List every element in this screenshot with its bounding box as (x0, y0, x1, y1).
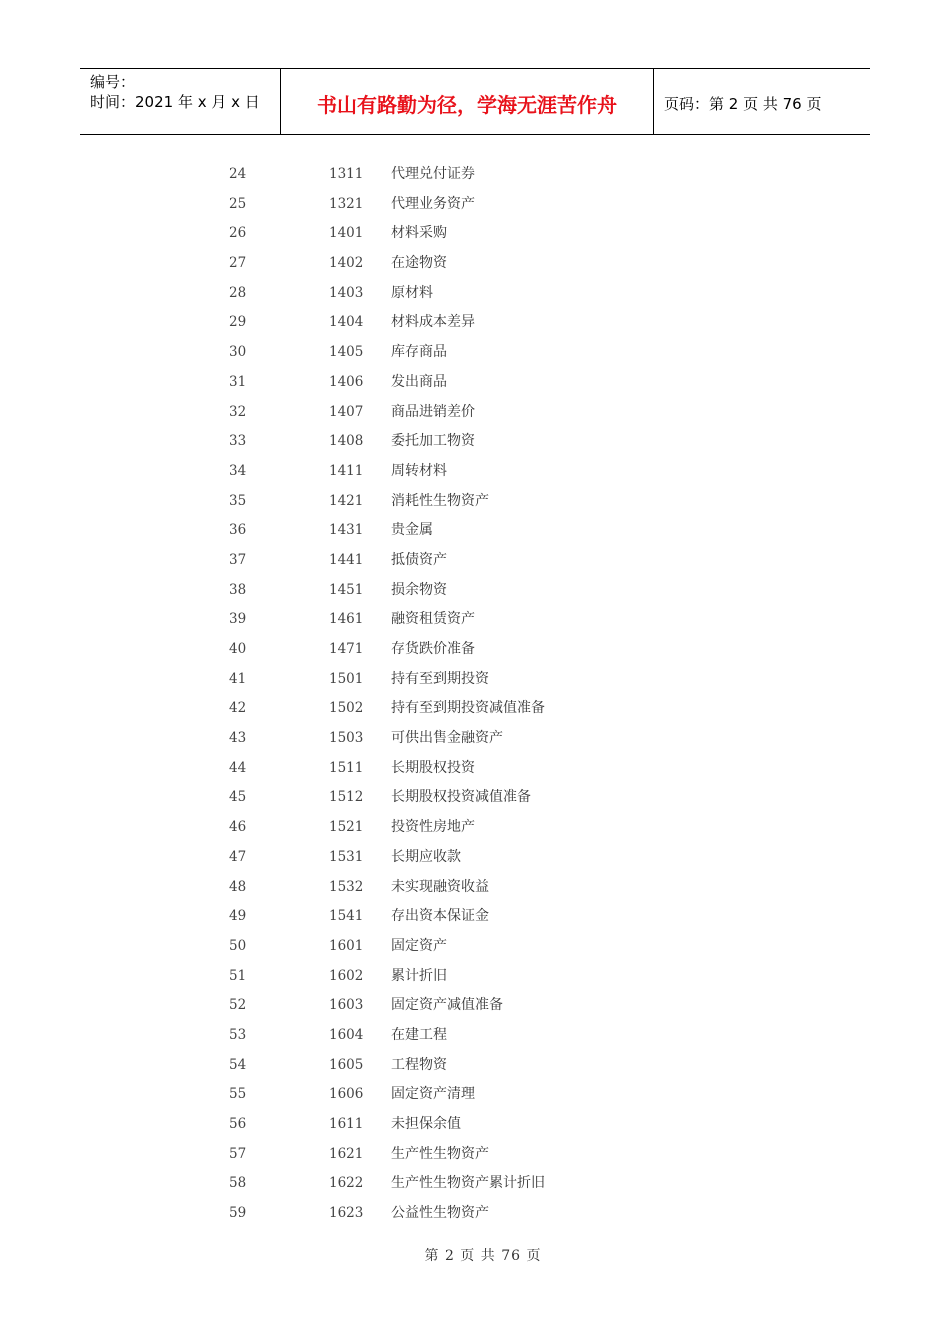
table-row (0, 783, 950, 813)
table-row (0, 1140, 950, 1170)
account-code: 1401 (329, 225, 364, 242)
account-name: 在途物资 (391, 255, 447, 272)
row-index: 46 (229, 819, 247, 836)
account-code: 1421 (329, 492, 364, 509)
row-index: 45 (229, 789, 247, 806)
account-name: 在建工程 (391, 1026, 447, 1043)
account-name: 固定资产 (391, 937, 447, 954)
row-index: 58 (229, 1175, 247, 1192)
table-row (0, 190, 950, 220)
row-index: 26 (229, 225, 247, 242)
account-code: 1441 (329, 551, 364, 568)
row-index: 44 (229, 759, 247, 776)
table-row (0, 694, 950, 724)
row-index: 28 (229, 284, 247, 301)
table-row (0, 427, 950, 457)
row-index: 37 (229, 551, 247, 568)
account-code: 1461 (329, 611, 364, 628)
row-index: 27 (229, 255, 247, 272)
account-code: 1403 (329, 284, 364, 301)
account-name: 持有至到期投资减值准备 (391, 700, 545, 717)
row-index: 54 (229, 1056, 247, 1073)
row-index: 47 (229, 848, 247, 865)
account-code: 1521 (329, 819, 364, 836)
table-row (0, 991, 950, 1021)
account-code: 1411 (329, 462, 364, 479)
table-row (0, 249, 950, 279)
row-index: 39 (229, 611, 247, 628)
row-index: 34 (229, 462, 247, 479)
row-index: 30 (229, 344, 247, 361)
account-name: 可供出售金融资产 (391, 730, 503, 747)
account-name: 长期股权投资 (391, 759, 475, 776)
header-meta (80, 69, 281, 134)
account-name: 融资租赁资产 (391, 611, 475, 628)
account-code: 1408 (329, 433, 364, 450)
table-row (0, 843, 950, 873)
row-index: 55 (229, 1086, 247, 1103)
header-motto: 书山有路勤为径，学海无涯苦作舟 (281, 69, 654, 134)
account-code: 1532 (329, 878, 364, 895)
table-row (0, 1199, 950, 1229)
account-name: 累计折旧 (391, 967, 447, 984)
account-name: 商品进销差价 (391, 403, 475, 420)
account-code: 1511 (329, 759, 364, 776)
account-code: 1406 (329, 373, 364, 390)
account-code: 1623 (329, 1205, 364, 1222)
account-code: 1531 (329, 848, 364, 865)
table-row (0, 665, 950, 695)
table-row (0, 576, 950, 606)
table-row (0, 962, 950, 992)
table-row (0, 338, 950, 368)
account-code: 1471 (329, 641, 364, 657)
account-code: 1404 (329, 314, 364, 331)
account-name: 未担保余值 (391, 1116, 461, 1132)
account-code: 1311 (329, 166, 364, 182)
account-name: 工程物资 (391, 1056, 447, 1073)
row-index: 43 (229, 730, 247, 747)
serial-label: 编号： (90, 73, 136, 91)
table-row (0, 635, 950, 665)
table-row (0, 1080, 950, 1110)
account-code: 1606 (329, 1086, 364, 1103)
account-name: 库存商品 (391, 344, 447, 361)
table-row (0, 932, 950, 962)
row-index: 29 (229, 314, 247, 331)
account-code: 1501 (329, 670, 364, 687)
account-name: 公益性生物资产 (391, 1205, 489, 1222)
page-footer: 第 2 页 共 76 页 (424, 1248, 542, 1264)
row-index: 33 (229, 433, 247, 450)
account-name: 抵债资产 (391, 551, 447, 568)
account-name: 代理兑付证券 (391, 166, 475, 182)
account-code: 1405 (329, 344, 364, 361)
header-page-info: 页码：第 2 页 共 76 页 (664, 95, 822, 113)
account-name: 材料采购 (391, 225, 447, 242)
row-index: 24 (229, 166, 247, 182)
account-name: 贵金属 (391, 522, 433, 539)
table-row (0, 605, 950, 635)
table-row (0, 1021, 950, 1051)
account-code: 1605 (329, 1056, 364, 1073)
account-name: 长期股权投资减值准备 (391, 789, 531, 806)
account-name: 存货跌价准备 (391, 641, 475, 657)
account-name: 生产性生物资产 (391, 1145, 489, 1162)
account-code: 1622 (329, 1175, 364, 1192)
account-name: 代理业务资产 (391, 195, 475, 212)
row-index: 35 (229, 492, 247, 509)
table-row (0, 754, 950, 784)
table-row (0, 516, 950, 546)
row-index: 57 (229, 1145, 247, 1162)
account-code: 1431 (329, 522, 364, 539)
account-name: 原材料 (391, 284, 433, 301)
account-list (0, 160, 950, 1229)
row-index: 48 (229, 878, 247, 895)
table-row (0, 873, 950, 903)
row-index: 53 (229, 1026, 247, 1043)
table-row (0, 368, 950, 398)
account-name: 持有至到期投资 (391, 670, 489, 687)
account-name: 固定资产清理 (391, 1086, 475, 1103)
account-name: 发出商品 (391, 373, 447, 390)
time-label: 时间：2021 年 x 月 x 日 (90, 93, 260, 111)
row-index: 50 (229, 937, 247, 954)
row-index: 42 (229, 700, 247, 717)
table-row (0, 1169, 950, 1199)
account-name: 长期应收款 (391, 848, 461, 865)
row-index: 56 (229, 1116, 247, 1132)
account-name: 投资性房地产 (391, 819, 475, 836)
account-code: 1602 (329, 967, 364, 984)
page-header (80, 68, 870, 135)
table-row (0, 487, 950, 517)
table-row (0, 724, 950, 754)
account-code: 1321 (329, 195, 364, 212)
account-code: 1603 (329, 997, 364, 1014)
row-index: 32 (229, 403, 247, 420)
row-index: 59 (229, 1205, 247, 1222)
account-name: 材料成本差异 (391, 314, 475, 331)
table-row (0, 308, 950, 338)
account-code: 1402 (329, 255, 364, 272)
row-index: 36 (229, 522, 247, 539)
table-row (0, 457, 950, 487)
account-name: 损余物资 (391, 581, 447, 598)
account-name: 周转材料 (391, 462, 447, 479)
table-row (0, 1110, 950, 1140)
table-row (0, 902, 950, 932)
table-row (0, 398, 950, 428)
account-name: 生产性生物资产累计折旧 (391, 1175, 545, 1192)
account-code: 1604 (329, 1026, 364, 1043)
table-row (0, 813, 950, 843)
row-index: 51 (229, 967, 247, 984)
table-row (0, 279, 950, 309)
account-code: 1502 (329, 700, 364, 717)
table-row (0, 160, 950, 190)
account-name: 固定资产减值准备 (391, 997, 503, 1014)
account-name: 未实现融资收益 (391, 878, 489, 895)
row-index: 52 (229, 997, 247, 1014)
row-index: 31 (229, 373, 247, 390)
account-code: 1407 (329, 403, 364, 420)
table-row (0, 546, 950, 576)
row-index: 49 (229, 908, 247, 925)
row-index: 41 (229, 670, 247, 687)
account-code: 1611 (329, 1116, 364, 1132)
account-name: 存出资本保证金 (391, 908, 489, 925)
row-index: 38 (229, 581, 247, 598)
account-name: 委托加工物资 (391, 433, 475, 450)
table-row (0, 1051, 950, 1081)
account-code: 1601 (329, 937, 364, 954)
row-index: 25 (229, 195, 247, 212)
account-code: 1503 (329, 730, 364, 747)
account-code: 1541 (329, 908, 364, 925)
account-name: 消耗性生物资产 (391, 492, 489, 509)
account-code: 1512 (329, 789, 364, 806)
account-code: 1451 (329, 581, 364, 598)
account-code: 1621 (329, 1145, 364, 1162)
row-index: 40 (229, 641, 247, 657)
table-row (0, 219, 950, 249)
